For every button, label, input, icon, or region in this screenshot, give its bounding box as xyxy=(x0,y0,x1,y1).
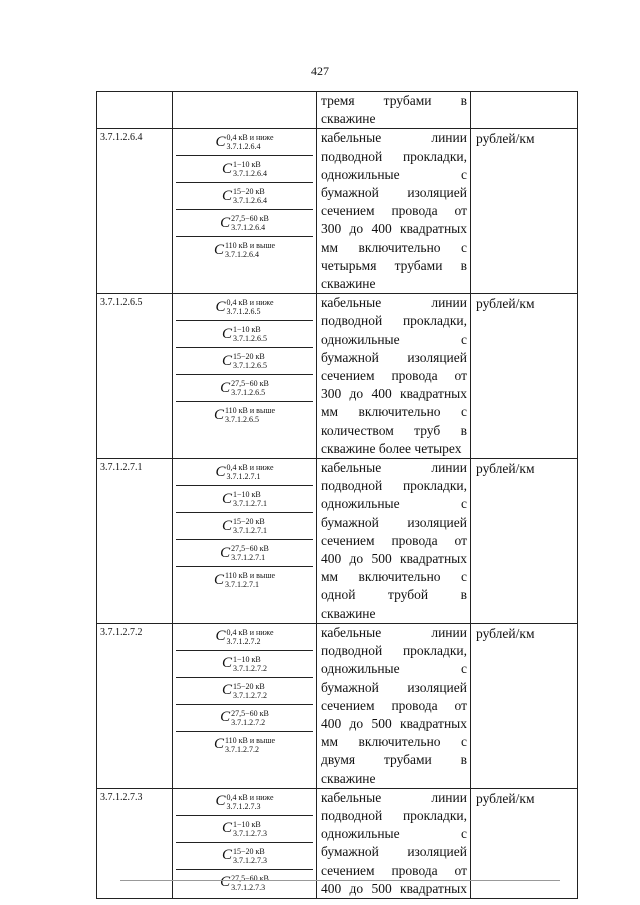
description-line: подводной прокладки, xyxy=(321,478,467,494)
code-subscript: 3.7.1.2.7.3 xyxy=(226,801,261,811)
code-subscript: 3.7.1.2.6.5 xyxy=(233,361,267,371)
voltage-superscript: 15−20 кВ xyxy=(233,352,265,362)
description-line: сечением провода от xyxy=(321,697,467,713)
table-row xyxy=(97,788,578,898)
table-row xyxy=(97,129,578,294)
code-subscript: 3.7.1.2.6.4 xyxy=(226,142,261,152)
unit-label: рублей/км xyxy=(476,461,535,477)
table-row xyxy=(97,623,578,788)
code-subscript: 3.7.1.2.7.1 xyxy=(233,526,267,536)
unit-cell xyxy=(471,459,578,624)
description-line: 400 до 500 квадратных xyxy=(321,880,467,896)
description-line: бумажной изоляцией xyxy=(321,844,467,860)
description-cell xyxy=(317,788,471,898)
cost-variable xyxy=(176,375,313,402)
voltage-superscript: 110 кВ и выше xyxy=(224,735,276,745)
continuation-row xyxy=(97,92,578,129)
table-row xyxy=(97,294,578,459)
variable-cell xyxy=(173,294,317,459)
variable-cell xyxy=(173,459,317,624)
description-line: четырьмя трубами в xyxy=(321,257,467,273)
voltage-superscript: 27,5−60 кВ xyxy=(231,214,269,224)
unit-cell xyxy=(471,623,578,788)
description-cell xyxy=(317,92,471,129)
code-subscript: 3.7.1.2.6.5 xyxy=(233,334,267,344)
code-subscript: 3.7.1.2.7.2 xyxy=(231,717,266,727)
code-subscript: 3.7.1.2.7.3 xyxy=(233,828,267,838)
voltage-superscript: 1−10 кВ xyxy=(233,819,261,829)
symbol-letter: C xyxy=(221,325,232,342)
voltage-superscript: 1−10 кВ xyxy=(233,490,261,500)
description-line: бумажной изоляцией xyxy=(321,679,467,695)
voltage-superscript: 110 кВ и выше xyxy=(224,571,276,581)
description-line: одножильные с xyxy=(321,661,467,677)
voltage-superscript: 27,5−60 кВ xyxy=(231,873,269,883)
symbol-letter: C xyxy=(221,352,232,369)
code-subscript: 3.7.1.2.6.4 xyxy=(233,169,267,179)
description-line: кабельные линии xyxy=(321,624,467,640)
cost-variable xyxy=(176,183,313,210)
unit-cell xyxy=(471,788,578,898)
symbol-letter: C xyxy=(220,544,231,561)
description-line: сечением провода от xyxy=(321,532,467,548)
voltage-superscript: 0,4 кВ и ниже xyxy=(226,627,274,637)
voltage-superscript: 0,4 кВ и ниже xyxy=(226,463,274,473)
description-line: 300 до 400 квадратных xyxy=(321,221,467,237)
voltage-superscript: 15−20 кВ xyxy=(233,187,265,197)
cost-variable xyxy=(176,705,313,732)
description-line: одножильные с xyxy=(321,331,467,347)
description-line: скважине xyxy=(321,770,376,786)
cost-variable xyxy=(176,129,313,156)
description-line: 400 до 500 квадратных xyxy=(321,715,467,731)
symbol-letter: C xyxy=(221,682,232,699)
symbol-letter: C xyxy=(220,709,231,726)
description-line: количеством труб в xyxy=(321,422,467,438)
voltage-superscript: 110 кВ и выше xyxy=(224,406,276,416)
table-row xyxy=(97,459,578,624)
unit-label: рублей/км xyxy=(476,131,535,147)
symbol-letter: C xyxy=(221,517,232,534)
code-subscript: 3.7.1.2.7.1 xyxy=(224,580,259,590)
description-cell xyxy=(317,129,471,294)
unit-label: рублей/км xyxy=(476,296,535,312)
symbol-letter: C xyxy=(215,463,226,480)
voltage-superscript: 27,5−60 кВ xyxy=(231,379,269,389)
symbol-letter: C xyxy=(213,241,224,258)
description-line: одножильные с xyxy=(321,166,467,182)
symbol-letter: C xyxy=(215,793,226,810)
row-code: 3.7.1.2.7.2 xyxy=(100,626,143,638)
cost-variable xyxy=(176,567,313,593)
symbol-letter: C xyxy=(213,571,224,588)
code-subscript: 3.7.1.2.7.2 xyxy=(233,690,267,700)
variable-cell xyxy=(173,623,317,788)
symbol-letter: C xyxy=(215,133,226,150)
footer-rule xyxy=(120,880,560,881)
code-subscript: 3.7.1.2.7.1 xyxy=(226,472,261,482)
description-line: одной трубой в xyxy=(321,587,467,603)
code-subscript: 3.7.1.2.6.4 xyxy=(224,250,259,260)
code-cell xyxy=(97,788,173,898)
voltage-superscript: 15−20 кВ xyxy=(233,681,265,691)
cost-variable xyxy=(176,870,313,896)
cost-variable xyxy=(176,540,313,567)
voltage-superscript: 1−10 кВ xyxy=(233,160,261,170)
cost-variable xyxy=(176,402,313,428)
code-subscript: 3.7.1.2.6.4 xyxy=(233,196,267,206)
row-code: 3.7.1.2.6.4 xyxy=(100,132,143,144)
description-cell xyxy=(317,623,471,788)
code-subscript: 3.7.1.2.7.3 xyxy=(233,855,267,865)
variable-cell xyxy=(173,92,317,129)
cost-variable xyxy=(176,624,313,651)
cost-variable xyxy=(176,486,313,513)
code-subscript: 3.7.1.2.7.2 xyxy=(233,663,267,673)
voltage-superscript: 27,5−60 кВ xyxy=(231,708,269,718)
symbol-letter: C xyxy=(215,298,226,315)
description-line: кабельные линии xyxy=(321,460,467,476)
voltage-superscript: 1−10 кВ xyxy=(233,325,261,335)
description-line: кабельные линии xyxy=(321,130,467,146)
description-line: бумажной изоляцией xyxy=(321,349,467,365)
symbol-letter: C xyxy=(220,874,231,891)
voltage-superscript: 1−10 кВ xyxy=(233,654,261,664)
description-line: кабельные линии xyxy=(321,295,467,311)
description-cell xyxy=(317,294,471,459)
voltage-superscript: 15−20 кВ xyxy=(233,517,265,527)
description-line: скважине xyxy=(321,605,376,621)
code-subscript: 3.7.1.2.7.2 xyxy=(224,744,259,754)
code-cell xyxy=(97,459,173,624)
code-subscript: 3.7.1.2.7.2 xyxy=(226,636,261,646)
cost-variable xyxy=(176,348,313,375)
description-line: скважине xyxy=(321,276,376,292)
symbol-letter: C xyxy=(221,847,232,864)
code-cell xyxy=(97,92,173,129)
code-subscript: 3.7.1.2.7.1 xyxy=(231,553,266,563)
cost-variable xyxy=(176,210,313,237)
cost-variable xyxy=(176,156,313,183)
cost-variable xyxy=(176,816,313,843)
voltage-superscript: 0,4 кВ и ниже xyxy=(226,298,274,308)
code-subscript: 3.7.1.2.7.3 xyxy=(231,882,266,892)
cost-variable xyxy=(176,651,313,678)
description-line: скважине xyxy=(321,111,376,127)
unit-cell xyxy=(471,294,578,459)
description-line: подводной прокладки, xyxy=(321,148,467,164)
description-line: 400 до 500 квадратных xyxy=(321,551,467,567)
unit-label: рублей/км xyxy=(476,625,535,641)
symbol-letter: C xyxy=(220,379,231,396)
code-subscript: 3.7.1.2.6.5 xyxy=(224,415,259,425)
description-cell xyxy=(317,459,471,624)
voltage-superscript: 0,4 кВ и ниже xyxy=(226,133,274,143)
description-line: подводной прокладки, xyxy=(321,643,467,659)
description-line: тремя трубами в xyxy=(321,93,467,108)
description-line: скважине более четырех xyxy=(321,440,462,456)
unit-label: рублей/км xyxy=(476,790,535,806)
cost-variable xyxy=(176,843,313,870)
voltage-superscript: 15−20 кВ xyxy=(233,846,265,856)
description-line: кабельные линии xyxy=(321,789,467,805)
voltage-superscript: 110 кВ и выше xyxy=(224,241,276,251)
voltage-superscript: 27,5−60 кВ xyxy=(231,544,269,554)
description-line: сечением провода от xyxy=(321,203,467,219)
cost-variable xyxy=(176,294,313,321)
symbol-letter: C xyxy=(215,628,226,645)
description-line: мм включительно с xyxy=(321,404,467,420)
description-line: одножильные с xyxy=(321,496,467,512)
symbol-letter: C xyxy=(221,187,232,204)
symbol-letter: C xyxy=(213,406,224,423)
variable-cell xyxy=(173,129,317,294)
code-cell xyxy=(97,623,173,788)
symbol-letter: C xyxy=(220,214,231,231)
unit-cell xyxy=(471,92,578,129)
cost-variable xyxy=(176,237,313,263)
description-line: подводной прокладки, xyxy=(321,313,467,329)
row-code: 3.7.1.2.7.3 xyxy=(100,791,143,803)
cost-variable xyxy=(176,513,313,540)
description-line: бумажной изоляцией xyxy=(321,185,467,201)
symbol-letter: C xyxy=(221,820,232,837)
row-code: 3.7.1.2.6.5 xyxy=(100,297,143,309)
cost-variable xyxy=(176,732,313,758)
row-code: 3.7.1.2.7.1 xyxy=(100,462,143,474)
cost-variable xyxy=(176,789,313,816)
cost-variable xyxy=(176,459,313,486)
description-line: двумя трубами в xyxy=(321,752,467,768)
page-number: 427 xyxy=(311,64,329,78)
description-line: бумажной изоляцией xyxy=(321,514,467,530)
cost-variable xyxy=(176,321,313,348)
code-subscript: 3.7.1.2.6.5 xyxy=(231,388,266,398)
voltage-superscript: 0,4 кВ и ниже xyxy=(226,792,274,802)
symbol-letter: C xyxy=(213,736,224,753)
code-cell xyxy=(97,129,173,294)
description-line: 300 до 400 квадратных xyxy=(321,386,467,402)
description-line: сечением провода от xyxy=(321,862,467,878)
unit-cell xyxy=(471,129,578,294)
description-line: мм включительно с xyxy=(321,239,467,255)
description-line: сечением провода от xyxy=(321,368,467,384)
code-cell xyxy=(97,294,173,459)
variable-cell xyxy=(173,788,317,898)
code-subscript: 3.7.1.2.6.5 xyxy=(226,307,261,317)
cost-variable xyxy=(176,678,313,705)
tariff-table xyxy=(96,91,578,899)
code-subscript: 3.7.1.2.6.4 xyxy=(231,223,266,233)
symbol-letter: C xyxy=(221,160,232,177)
symbol-letter: C xyxy=(221,490,232,507)
description-line: мм включительно с xyxy=(321,734,467,750)
code-subscript: 3.7.1.2.7.1 xyxy=(233,499,267,509)
symbol-letter: C xyxy=(221,655,232,672)
description-line: мм включительно с xyxy=(321,569,467,585)
description-line: подводной прокладки, xyxy=(321,807,467,823)
description-line: одножильные с xyxy=(321,826,467,842)
